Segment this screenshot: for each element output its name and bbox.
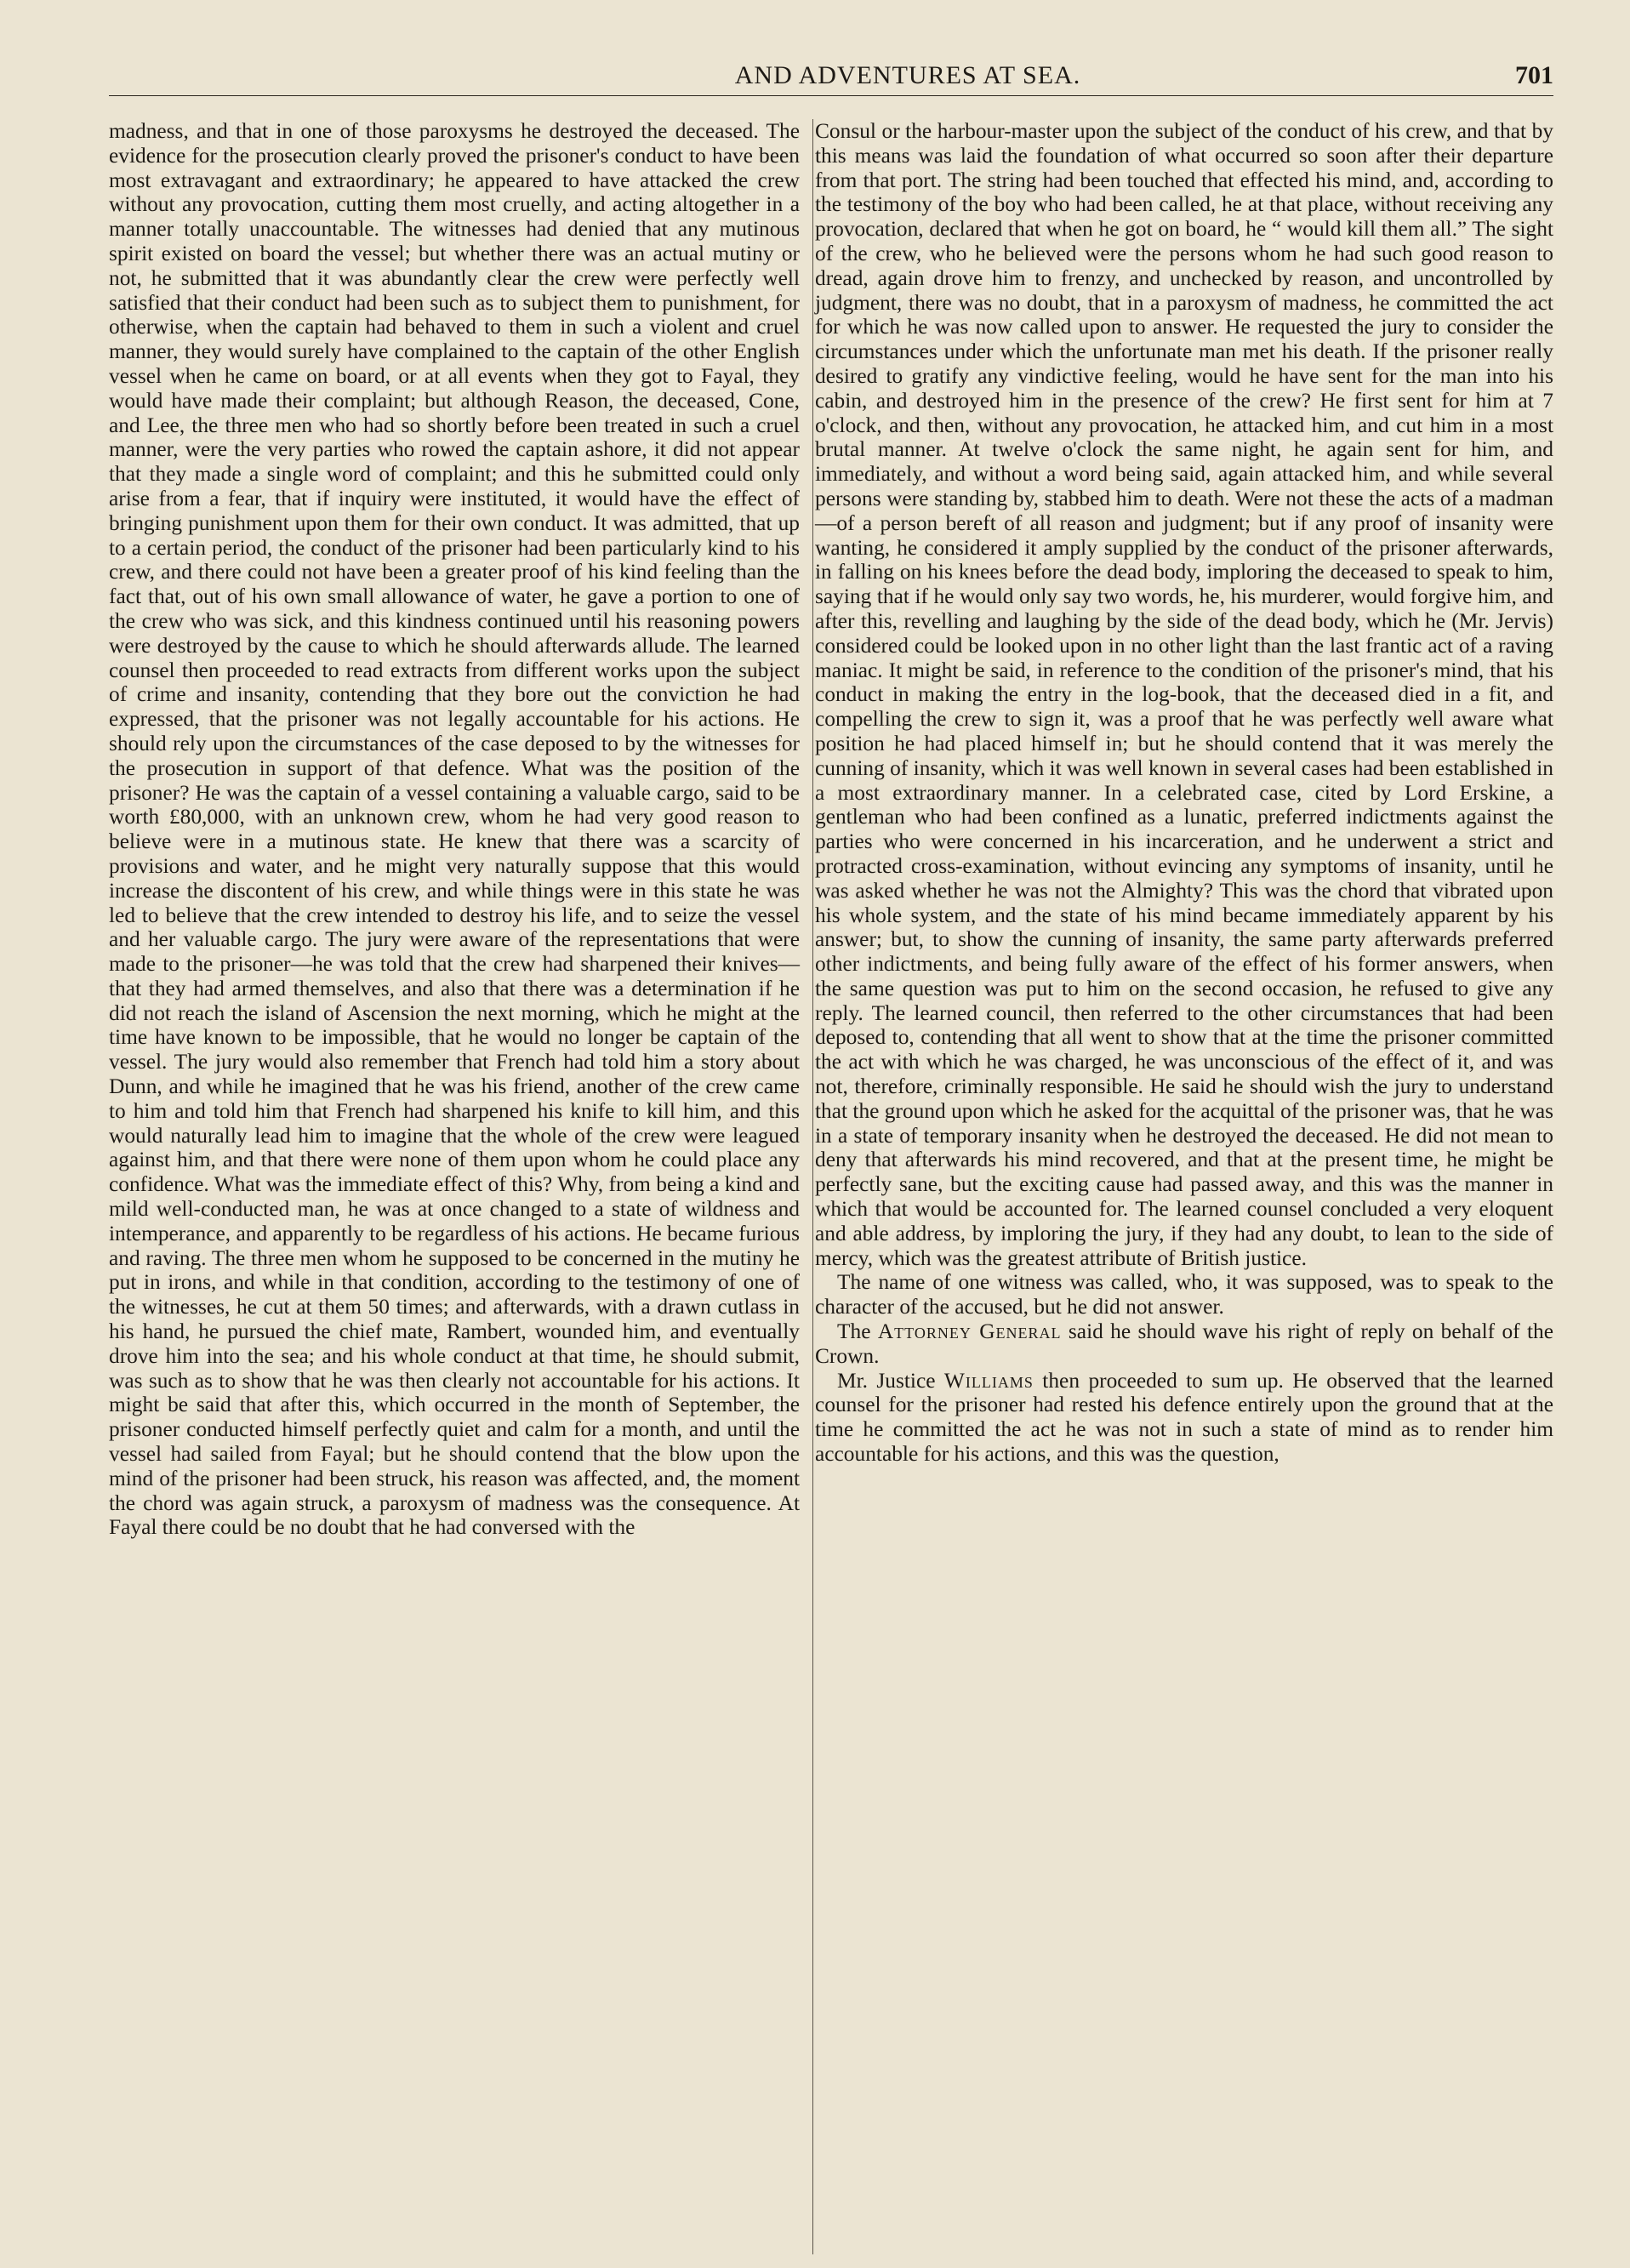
column-divider bbox=[812, 119, 813, 2254]
paragraph bbox=[815, 1319, 1553, 1369]
text-run: The bbox=[837, 1319, 878, 1344]
speaker-name: Attorney General bbox=[877, 1319, 1062, 1344]
text-run: Mr. Justice bbox=[837, 1368, 944, 1393]
running-header bbox=[109, 48, 1553, 90]
page-number: 701 bbox=[1515, 61, 1553, 89]
header-rule bbox=[109, 95, 1553, 96]
paragraph bbox=[815, 1369, 1553, 1467]
paragraph: Consul or the harbour-master upon the subject of the conduct of his crew, and that by this means was laid the foundation of what occurred so soon after their departure from that port. The string had been touched that effected his mind, and, according to the testimony of the boy who had been called, he at that place, without receiving any provocation, declared that when he got on board, he “ would kill them all.” The sight of the crew, who he believed were the persons whom he had such good reason to dread, again drove him to frenzy, and unchecked by reason, and uncontrolled by judgment, there was no doubt, that in a paroxysm of madness, he committed the act for which he was now called upon to answer. He requested the jury to consider the circumstances under which the unfortunate man met his death. If the prisoner really desired to gratify any vindictive feeling, would he have sent for the man into his cabin, and destroyed him in the presence of the crew? He first sent for him at 7 o'clock, and then, without any provocation, he attacked him, and cut him in a most brutal manner. At twelve o'clock the same night, he again sent for him, and immediately, and without a word being said, again attacked him, and while several persons were standing by, stabbed him to death. Were not these the acts of a madman—of a person bereft of all reason and judgment; but if any proof of insanity were wanting, he considered it amply supplied by the conduct of the prisoner afterwards, in falling on his knees before the dead body, imploring the deceased to speak to him, saying that if he would only say two words, he, his murderer, would forgive him, and after this, revelling and laughing by the side of the dead body, which he (Mr. Jervis) considered could be looked upon in no other light than the last frantic act of a raving maniac. It might be said, in reference to the condition of the prisoner's mind, that his conduct in making the entry in the log-book, that the deceased died in a fit, and compelling the crew to sign it, was a proof that he was perfectly well aware what position he had placed himself in; but he should contend that it was merely the cunning of insanity, which it was well known in several cases had been established in a most extraordinary manner. In a celebrated case, cited by Lord Erskine, a gentleman who had been confined as a lunatic, preferred indictments against the parties who were concerned in his incarceration, and he underwent a strict and protracted cross-examination, without evincing any symptoms of insanity, until he was asked whether he was not the Almighty? This was the chord that vibrated upon his whole system, and the state of his mind became immediately apparent by his answer; but, to show the cunning of insanity, the same party afterwards preferred other indictments, and being fully aware of the effect of his former answers, when the same question was put to him on the second occasion, he refused to give any reply. The learned council, then referred to the other circumstances that had been deposed to, contending that all went to show that at the time the prisoner committed the act with which he was charged, he was unconscious of the effect of it, and was not, therefore, criminally responsible. He said he should wish the jury to understand that the ground upon which he asked for the acquittal of the prisoner was, that he was in a state of temporary insanity when he destroyed the deceased. He did not mean to deny that afterwards his mind recovered, and that at the present time, he might be perfectly sane, but the exciting cause had passed away, and this was the manner in which that would be accounted for. The learned counsel concluded a very eloquent and able address, by imploring the jury, if they had any doubt, to lean to the side of mercy, which was the greatest attribute of British justice. bbox=[815, 119, 1553, 1270]
text-run: then proceeded to sum up. He observed that the learned counsel for the prisoner had rested his defence entirely upon the ground that at the time he committed the act he was not in such a state of mind as to render him accountable for his actions, and this was the question, bbox=[815, 1368, 1553, 1467]
text-run: said he should wave his right of reply on behalf of the Crown. bbox=[815, 1319, 1553, 1368]
paragraph: The name of one witness was called, who, it was supposed, was to speak to the character of the accused, but he did not answer. bbox=[815, 1270, 1553, 1319]
speaker-name: Williams bbox=[943, 1368, 1034, 1393]
left-column bbox=[109, 119, 800, 1540]
paragraph: madness, and that in one of those paroxysms he destroyed the deceased. The evidence for the prosecution clearly proved the prisoner's conduct to have been most extravagant and extraordinary; he appeared to have attacked the crew without any provocation, cutting them most cruelly, and acting altogether in a manner totally unaccountable. The witnesses had denied that any mutinous spirit existed on board the vessel; but whether there was an actual mutiny or not, he submitted that it was abundantly clear the crew were perfectly well satisfied that their conduct had been such as to subject them to punishment, for otherwise, when the captain had behaved to them in such a violent and cruel manner, they would surely have complained to the captain of the other English vessel when he came on board, or at all events when they got to Fayal, they would have made their complaint; but although Reason, the deceased, Cone, and Lee, the three men who had so shortly before been treated in such a cruel manner, were the very parties who rowed the captain ashore, it did not appear that they made a single word of complaint; and this he submitted could only arise from a fear, that if inquiry were instituted, it would have the effect of bringing punishment upon them for their own conduct. It was admitted, that up to a certain period, the conduct of the prisoner had been particularly kind to his crew, and there could not have been a greater proof of his kind feeling than the fact that, out of his own small allowance of water, he gave a portion to one of the crew who was sick, and this kindness continued until his reasoning powers were destroyed by the cause to which he should afterwards allude. The learned counsel then proceeded to read extracts from different works upon the subject of crime and insanity, contending that they bore out the conviction he had expressed, that the prisoner was not legally accountable for his actions. He should rely upon the circumstances of the case deposed to by the witnesses for the prosecution in support of that defence. What was the position of the prisoner? He was the captain of a vessel containing a valuable cargo, said to be worth £80,000, with an unknown crew, whom he had very good reason to believe were in a mutinous state. He knew that there was a scarcity of provisions and water, and he might very naturally suppose that this would increase the discontent of his crew, and while things were in this state he was led to believe that the crew intended to destroy his life, and to seize the vessel and her valuable cargo. The jury were aware of the representations that were made to the prisoner—he was told that the crew had sharpened their knives—that they had armed themselves, and also that there was a determination if he did not reach the island of Ascension the next morning, which he might at the time have known to be impossible, that he would no longer be captain of the vessel. The jury would also remember that French had told him a story about Dunn, and while he imagined that he was his friend, another of the crew came to him and told him that French had sharpened his knife to kill him, and this would naturally lead him to imagine that the whole of the crew were leagued against him, and that there were none of them upon whom he could place any confidence. What was the immediate effect of this? Why, from being a kind and mild well-conducted man, he was at once changed to a state of wildness and intemperance, and apparently to be regardless of his actions. He became furious and raving. The three men whom he supposed to be concerned in the mutiny he put in irons, and while in that condition, according to the testimony of one of the witnesses, he cut at them 50 times; and afterwards, with a drawn cutlass in his hand, he pursued the chief mate, Rambert, wounded him, and eventually drove him into the sea; and his whole conduct at that time, he should submit, was such as to show that he was then clearly not accountable for his actions. It might be said that after this, which occurred in the month of September, the prisoner conducted himself perfectly quiet and calm for a month, and until the vessel had sailed from Fayal; but he should contend that the blow upon the mind of the prisoner had been struck, his reason was affected, and, the moment the chord was again struck, a paroxysm of madness was the consequence. At Fayal there could be no doubt that he had conversed with the bbox=[109, 119, 800, 1540]
running-title: AND ADVENTURES AT SEA. bbox=[734, 61, 1081, 89]
right-column bbox=[815, 119, 1553, 1467]
